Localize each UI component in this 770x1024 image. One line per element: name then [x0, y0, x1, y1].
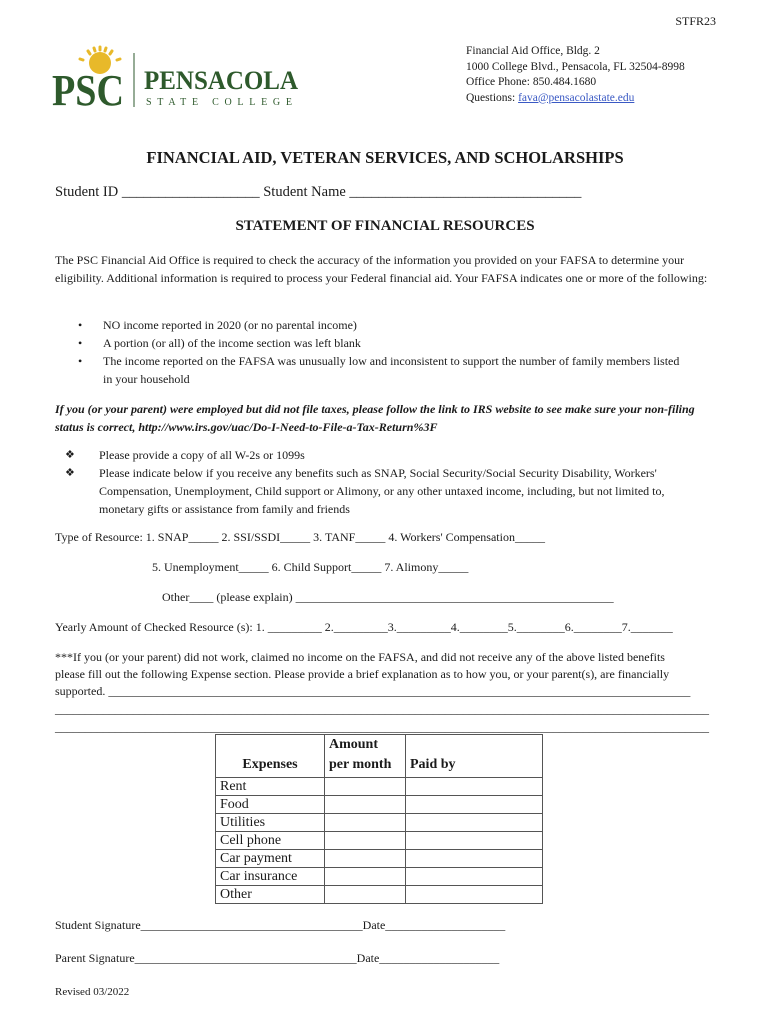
diamond-item: Please indicate below if you receive any benefits such as SNAP, Social Security/Social Security Disability, Workers' Compensation, Unemployment, Child support or Alimony, or any other untaxed income, including, but not limited to, monetary gifts or assistance from family and friends: [99, 466, 665, 516]
paid-by-cell[interactable]: [406, 796, 543, 814]
amount-cell[interactable]: [325, 868, 406, 886]
amount-cell[interactable]: [325, 886, 406, 904]
resource-type-line-1[interactable]: Type of Resource: 1. SNAP_____ 2. SSI/SSDI_____ 3. TANF_____ 4. Workers' Compensation_____: [55, 530, 545, 544]
diamond-item: Please provide a copy of all W-2s or 1099s: [99, 448, 305, 462]
student-signature-line[interactable]: Student Signature_____________________________________Date____________________: [55, 918, 506, 932]
header-amount: Amount per month: [325, 735, 406, 778]
bullet-item-continued: in your household: [103, 372, 190, 386]
yearly-amount-line[interactable]: Yearly Amount of Checked Resource (s): 1. _________ 2._________3._________4.________5.________6.________7._______: [55, 620, 673, 634]
office-info: [466, 44, 685, 106]
paid-by-cell[interactable]: [406, 868, 543, 886]
amount-cell[interactable]: [325, 778, 406, 796]
table-header-row: [216, 735, 543, 778]
table-row: [216, 868, 543, 886]
revised-date: Revised 03/2022: [55, 986, 130, 998]
amount-cell[interactable]: [325, 850, 406, 868]
header-expenses: Expenses: [216, 735, 325, 778]
office-address-2: 1000 College Blvd., Pensacola, FL 32504-8998: [466, 60, 685, 73]
paid-by-cell[interactable]: [406, 814, 543, 832]
no-income-text-2: please fill out the following Expense section. Please provide a brief explanation as to how you, or your parent(s), are financially: [55, 667, 670, 681]
diamond-bullet-icon: ❖: [65, 449, 75, 461]
expense-label: Utilities: [216, 814, 325, 832]
bullet-item: NO income reported in 2020 (or no parental income): [103, 318, 357, 332]
expense-label: Food: [216, 796, 325, 814]
student-id-name-line[interactable]: Student ID ___________________ Student Name ________________________________: [55, 184, 582, 200]
resource-other-line[interactable]: Other____ (please explain) _____________________________________________________: [162, 590, 614, 604]
table-row: [216, 832, 543, 850]
section-title: STATEMENT OF FINANCIAL RESOURCES: [235, 218, 535, 234]
pensacola-logo: [52, 45, 302, 111]
bullet-icon: •: [78, 336, 83, 350]
intro-paragraph: The PSC Financial Aid Office is required to check the accuracy of the information you provided on your FAFSA to determine your eligibility. Additional information is required to process your Federal financial aid. Your FAFSA indicates one or more of the following:: [55, 253, 708, 285]
page-title: FINANCIAL AID, VETERAN SERVICES, AND SCHOLARSHIPS: [146, 148, 624, 167]
questions-label: Questions:: [466, 91, 519, 104]
paid-by-cell[interactable]: [406, 850, 543, 868]
bullet-item: The income reported on the FAFSA was unusually low and inconsistent to support the number of family members listed: [103, 354, 680, 368]
expense-label: Car payment: [216, 850, 325, 868]
explanation-line[interactable]: _____________________________________________________________________________________________________________: [55, 702, 709, 716]
header-paid-by: Paid by: [406, 735, 543, 778]
table-row: [216, 814, 543, 832]
resource-type-line-2[interactable]: 5. Unemployment_____ 6. Child Support_____ 7. Alimony_____: [152, 560, 469, 574]
form-code: STFR23: [675, 14, 716, 28]
table-row: [216, 850, 543, 868]
bullet-icon: •: [78, 354, 83, 368]
paid-by-cell[interactable]: [406, 886, 543, 904]
irs-note: If you (or your parent) were employed but did not file taxes, please follow the link to IRS website to see make sure your non-filing status is correct, http://www.irs.gov/uac/Do-I-Need-to-File-a-Tax-Return%3F: [55, 402, 695, 434]
table-row: [216, 778, 543, 796]
diamond-bullet-icon: ❖: [65, 467, 75, 479]
expense-table: [215, 734, 543, 904]
explanation-line[interactable]: supported. _________________________________________________________________________________________________: [55, 684, 691, 698]
paid-by-cell[interactable]: [406, 832, 543, 850]
logo-name: PENSACOLA: [144, 66, 299, 95]
bullet-item: A portion (or all) of the income section was left blank: [103, 336, 361, 350]
office-phone: Office Phone: 850.484.1680: [466, 76, 597, 88]
expense-label: Other: [216, 886, 325, 904]
paid-by-cell[interactable]: [406, 778, 543, 796]
email-link[interactable]: fava@pensacolastate.edu: [518, 91, 635, 104]
amount-cell[interactable]: [325, 814, 406, 832]
logo-sub: STATE COLLEGE: [146, 97, 296, 108]
amount-cell[interactable]: [325, 796, 406, 814]
parent-signature-line[interactable]: Parent Signature_____________________________________Date____________________: [55, 951, 500, 965]
expense-label: Cell phone: [216, 832, 325, 850]
office-address-1: Financial Aid Office, Bldg. 2: [466, 45, 600, 57]
explanation-line[interactable]: _____________________________________________________________________________________________________________: [55, 720, 709, 734]
bullet-icon: •: [78, 318, 83, 332]
no-income-text-1: ***If you (or your parent) did not work, claimed no income on the FAFSA, and did not receive any of the above listed benefits: [55, 650, 665, 664]
table-row: [216, 886, 543, 904]
expense-label: Rent: [216, 778, 325, 796]
table-row: [216, 796, 543, 814]
expense-label: Car insurance: [216, 868, 325, 886]
amount-cell[interactable]: [325, 832, 406, 850]
logo-abbr: PSC: [52, 66, 124, 111]
